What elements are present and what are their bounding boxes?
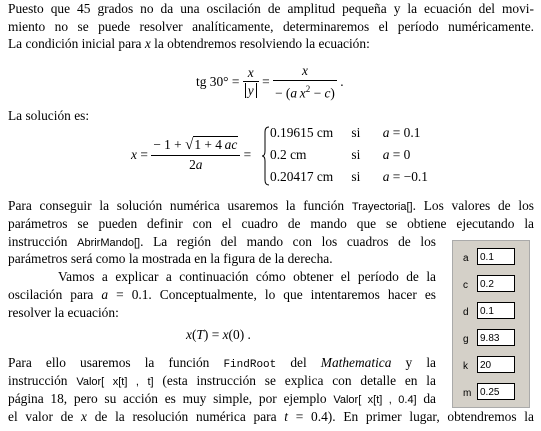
case-row-1: 0.19615 cm si a = 0.1 [270, 125, 421, 140]
param-row-d [453, 301, 529, 322]
para2-line3: instrucción AbrirMando[]. La región del mando con los cuadros de los [8, 234, 436, 249]
param-input-d[interactable]: 0.1 [477, 302, 515, 319]
param-row-a [453, 247, 529, 268]
para2-line1: Para conseguir la solución numérica usaremos la función Trayectoria[]. Los valores de los [8, 198, 534, 213]
para3-line1: Vamos a explicar a continuación cómo obtener el período de la [58, 269, 436, 284]
case-row-3: 0.20417 cm si a = −0.1 [270, 169, 428, 184]
para3-line3: resolver la ecuación: [8, 305, 119, 320]
param-row-c [453, 274, 529, 295]
param-label: m [463, 388, 472, 399]
para1-line3: La condición inicial para x la obtendremos resolviendo la ecuación: [8, 36, 370, 51]
fraction-quadratic-root: $\frac{- 1 + √1 + 4 ac}{2a}$ [151, 136, 240, 173]
param-input-c[interactable]: 0.2 [477, 275, 515, 292]
fraction-x-over-parabola: $\frac{x}{- (a x^2 - c)}$ [275, 63, 335, 101]
param-row-k [453, 355, 529, 376]
equation-tg30: tg 30° = $\frac{x}{y}$ = $\frac{x}{- (a x^2 - c)}$ . [196, 63, 344, 101]
case-row-2: 0.2 cm si a = 0 [270, 147, 411, 162]
equation-solution: x = $\frac{- 1 + √1 + 4 ac}{2a}$ = [131, 137, 252, 172]
fraction-x-over-abs-y: $\frac{x}{y}$ [243, 64, 259, 100]
param-label: a [463, 253, 469, 264]
equation-period: x(T) = x(0) . [186, 327, 251, 342]
param-input-m[interactable]: 0.25 [477, 383, 515, 400]
param-row-g [453, 328, 529, 349]
para4-line2: instrucción Valor[ x[t] , t] (esta instrucción se explica con detalle en la [8, 373, 436, 388]
left-brace [262, 126, 270, 186]
param-input-a[interactable]: 0.1 [477, 248, 515, 265]
parameter-panel [452, 240, 530, 408]
para4-line3: página 18, pero su acción es muy simple, por ejemplo Valor[ x[t] , 0.4] da [8, 391, 436, 406]
param-input-g[interactable]: 9.83 [477, 329, 515, 346]
param-label: c [463, 280, 468, 291]
para1-line1: Puesto que 45 grados no da una oscilación de amplitud pequeña y la ecuación del movi- [8, 1, 534, 16]
para2-line2: parámetros se pueden definir con el cuadro de mando que se obtiene ejecutando la [8, 216, 534, 231]
param-row-m [453, 382, 529, 403]
solution-label: La solución es: [8, 108, 90, 123]
param-label: g [463, 334, 469, 345]
para3-line2: oscilación para a = 0.1. Conceptualmente, lo que intentaremos hacer es [8, 287, 436, 302]
para1-line2: miento no se puede resolver analíticamente, determinaremos el período numéricamente. [8, 19, 534, 34]
para4-line1: Para ello usaremos la función FindRoot del Mathematica y la [8, 355, 436, 371]
para4-line4: el valor de x de la resolución numérica para t = 0.4). En primer lugar, obtendremos la [8, 409, 534, 424]
param-label: d [463, 307, 469, 318]
param-input-k[interactable]: 20 [477, 356, 515, 373]
para2-line4: parámetros será como la mostrada en la figura de la derecha. [8, 251, 333, 266]
param-label: k [463, 361, 468, 372]
